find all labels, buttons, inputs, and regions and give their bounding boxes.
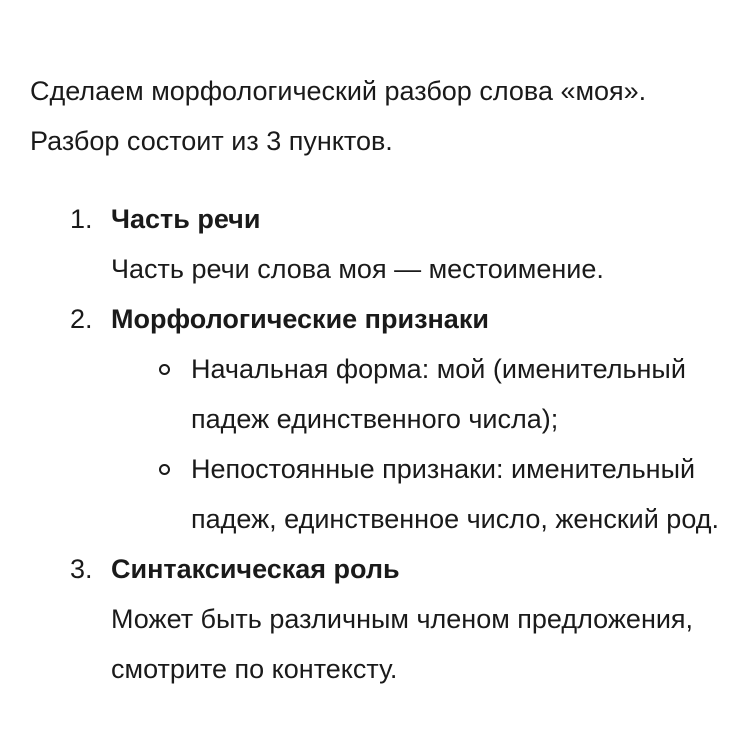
sublist-item-text: Начальная форма: мой (именительный падеж единственного числа); — [191, 354, 686, 434]
intro-line-2: Разбор состоит из 3 пунктов. — [30, 126, 393, 156]
sublist-item-text: Непостоянные признаки: именительный падеж, единственное число, женский род. — [191, 454, 720, 534]
item-title: Часть речи — [111, 204, 261, 234]
item-number: 1. — [70, 204, 93, 234]
intro-paragraph — [30, 66, 730, 166]
item-number: 3. — [70, 554, 93, 584]
sublist-item — [111, 344, 736, 444]
intro-line-1: Сделаем морфологический разбор слова «моя». — [30, 76, 647, 106]
circle-bullet-icon — [159, 464, 170, 475]
list-item-part-of-speech — [0, 194, 750, 294]
features-sublist — [111, 344, 750, 544]
item-title: Синтаксическая роль — [111, 554, 400, 584]
item-title: Морфологические признаки — [111, 304, 489, 334]
analysis-list — [0, 194, 750, 694]
list-item-morphological-features — [0, 294, 750, 544]
item-text: Может быть различным членом предложения, смотрите по контексту. — [111, 604, 694, 684]
list-item-syntactic-role — [0, 544, 750, 694]
sublist-item — [111, 444, 736, 544]
item-text: Часть речи слова моя — местоимение. — [111, 254, 604, 284]
item-number: 2. — [70, 304, 93, 334]
circle-bullet-icon — [159, 364, 170, 375]
